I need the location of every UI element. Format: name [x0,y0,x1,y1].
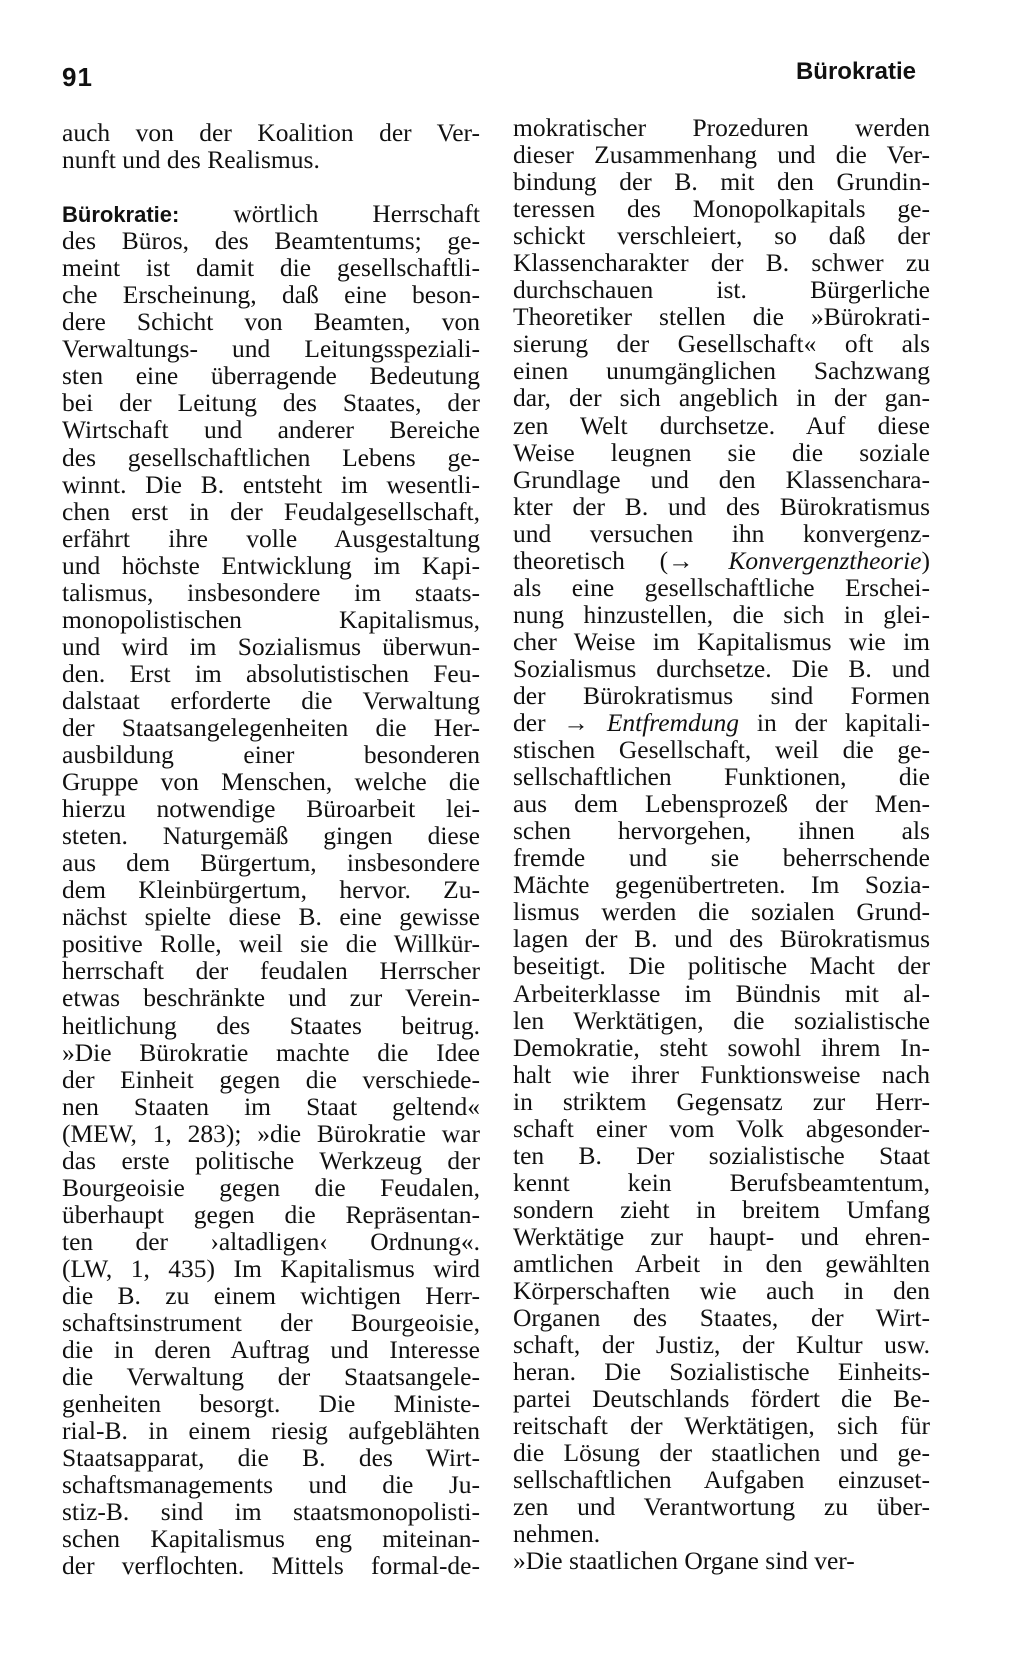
text-line: und höchste Entwicklung im Kapi- [62,550,480,580]
text-line: beseitigt. Die politische Macht der [513,951,930,981]
text-line: in striktem Gegensatz zur Herr- [513,1086,930,1116]
text-line: kter der B. und des Bürokratismus [513,491,930,521]
text-line: des Büros, des Beamtentums; ge- [62,226,480,256]
text-line: schen Kapitalismus eng miteinan- [62,1524,480,1554]
xref-suffix: ) [921,545,930,575]
text-line: Theoretiker stellen die »Bürokrati- [513,302,930,332]
text-line: Verwaltungs- und Leitungsspeziali- [62,334,480,364]
right-column [513,114,930,1575]
text-line: als eine gesellschaftliche Erschei- [513,572,930,602]
cross-reference-line [513,709,930,736]
text-line: schickt verschleiert, so daß der [513,221,930,251]
text-line: den. Erst im absolutistischen Feu- [62,658,480,688]
entry-body [62,227,480,1579]
text-line: positive Rolle, weil sie die Willkür- [62,929,480,959]
text-line: sellschaftlichen Aufgaben einzuset- [513,1465,930,1495]
text-line: mokratischer Prozeduren werden [513,113,930,142]
text-line: chen erst in der Feudalgesellschaft, [62,496,480,526]
text-line: schaft, der Justiz, der Kultur usw. [513,1330,930,1360]
text-line: und versuchen ihn konvergenz- [513,518,930,548]
page-number: 91 [62,62,93,92]
text-line: reitschaft der Werktätigen, sich für [513,1411,930,1441]
text-line: nunft und des Realismus. [62,145,320,175]
text-line: »Die staatlichen Organe sind ver- [513,1546,855,1576]
text-line: schaft einer vom Volk abgesonder- [513,1113,930,1143]
text-line: nehmen. [513,1519,601,1549]
text-line: Staatsapparat, die B. des Wirt- [62,1443,480,1473]
text-line: Demokratie, steht sowohl ihrem In- [513,1032,930,1062]
text-line: monopolistischen Kapitalismus, [62,604,480,634]
right-text-block-b [513,574,930,709]
text-line: ausbildung einer besonderen [62,740,480,770]
text-line: sondern zieht in breitem Umfang [513,1194,930,1224]
text-line: Sozialismus durchsetze. Die B. und [513,653,930,683]
text-line: che Erscheinung, daß eine beson- [62,280,480,310]
text-line: Grundlage und den Klassenchara- [513,464,930,494]
text-line: bei der Leitung des Staates, der [62,388,480,418]
text-line: nung hinzustellen, die sich in glei- [513,599,930,629]
text-line: genheiten besorgt. Die Ministe- [62,1389,480,1419]
text-line: Gruppe von Menschen, welche die [62,767,480,797]
text-line: cher Weise im Kapitalismus wie im [513,626,930,656]
text-line: »Die Bürokratie machte die Idee [62,1037,480,1067]
text-line: zen Welt durchsetze. Auf diese [513,410,930,440]
text-line: ten der ›altadligen‹ Ordnung«. [62,1226,480,1256]
text-line: dalstaat erforderte die Verwaltung [62,685,480,715]
text-line: der verflochten. Mittels formal-de- [62,1551,480,1581]
text-line: steten. Naturgemäß gingen diese [62,821,480,851]
text-line: Arbeiterklasse im Bündnis mit al- [513,978,930,1008]
text-line: die Lösung der staatlichen und ge- [513,1438,930,1468]
text-line: amtlichen Arbeit in den gewählten [513,1248,930,1278]
text-line: schaftsmanagements und die Ju- [62,1470,480,1500]
text-line: durchschauen ist. Bürgerliche [513,275,930,305]
text-line: stiz-B. sind im staatsmonopolisti- [62,1497,480,1527]
left-column [62,119,480,1579]
text-line: lagen der B. und des Bürokratismus [513,924,930,954]
xref-suffix: in der kapitali- [739,708,930,738]
text-line: die B. zu einem wichtigen Herr- [62,1280,480,1310]
text-line: schen hervorgehen, ihnen als [513,816,930,846]
text-line: lismus werden die sozialen Grund- [513,897,930,927]
text-line: der Bürokratismus sind Formen [513,680,930,710]
text-line: teressen des Monopolkapitals ge- [513,194,930,224]
text-line: sten eine überragende Bedeutung [62,361,480,391]
text-line: auch von der Koalition der Ver- [62,118,480,147]
text-line: Klassencharakter der B. schwer zu [513,248,930,278]
intro-paragraph [62,119,480,173]
text-line: bindung der B. mit den Grundin- [513,167,930,197]
entry-first-line [62,200,480,227]
cross-reference-line [513,547,930,574]
text-line: kennt kein Berufsbeamtentum, [513,1167,930,1197]
text-line: Werktätige zur haupt- und ehren- [513,1221,930,1251]
text-line: zen und Verantwortung zu über- [513,1492,930,1522]
right-text-block-c [513,736,930,1574]
text-line: Mächte gegenübertreten. Im Sozia- [513,870,930,900]
right-text-block-a [513,114,930,547]
text-line: meint ist damit die gesellschaftli- [62,253,480,283]
entry-first-line-text: wörtlich Herrschaft [233,199,480,229]
xref-prefix: theoretisch (→ [513,545,729,575]
text-line: Organen des Staates, der Wirt- [513,1303,930,1333]
text-line: nächst spielte diese B. eine gewisse [62,902,480,932]
text-line: Körperschaften wie auch in den [513,1276,930,1306]
text-line: des gesellschaftlichen Lebens ge- [62,442,480,472]
text-line: dere Schicht von Beamten, von [62,307,480,337]
text-line: dem Kleinbürgertum, hervor. Zu- [62,875,480,905]
text-line: aus dem Lebensprozeß der Men- [513,789,930,819]
text-line: Wirtschaft und anderer Bereiche [62,415,480,445]
text-line: das erste politische Werkzeug der [62,1145,480,1175]
text-line: winnt. Die B. entsteht im wesentli- [62,469,480,499]
text-line: len Werktätigen, die sozialistische [513,1005,930,1035]
entry-headword: Bürokratie: [62,202,180,228]
text-line: überhaupt gegen die Repräsentan- [62,1199,480,1229]
text-line: heran. Die Sozialistische Einheits- [513,1357,930,1387]
entry-buerokratie [62,200,480,1579]
running-head: Bürokratie [795,58,916,85]
paragraph-gap [62,173,480,200]
text-line: hierzu notwendige Büroarbeit lei- [62,794,480,824]
text-line: Bourgeoisie gegen die Feudalen, [62,1172,480,1202]
text-line: dieser Zusammenhang und die Ver- [513,140,930,170]
text-line: aus dem Bürgertum, insbesondere [62,848,480,878]
text-line: heitlichung des Staates beitrug. [62,1010,480,1040]
text-line: dar, der sich angeblich in der gan- [513,383,930,413]
text-line: einen unumgänglichen Sachzwang [513,356,930,386]
text-line: der Einheit gegen die verschiede- [62,1064,480,1094]
text-line: herrschaft der feudalen Herrscher [62,956,480,986]
text-line: talismus, insbesondere im staats- [62,577,480,607]
text-line: Weise leugnen sie die soziale [513,437,930,467]
text-line: partei Deutschlands fördert die Be- [513,1384,930,1414]
text-line: fremde und sie beherrschende [513,843,930,873]
xref-prefix: der → [513,708,607,738]
text-line: die Verwaltung der Staatsangele- [62,1362,480,1392]
text-line: erfährt ihre volle Ausgestaltung [62,523,480,553]
text-line: der Staatsangelegenheiten die Her- [62,712,480,742]
text-line: nen Staaten im Staat geltend« [62,1091,480,1121]
text-line: die in deren Auftrag und Interesse [62,1335,480,1365]
text-line: sellschaftlichen Funktionen, die [513,762,930,792]
text-line: (MEW, 1, 283); »die Bürokratie war [62,1118,480,1148]
text-line: sierung der Gesellschaft« oft als [513,329,930,359]
cross-reference-entfremdung[interactable]: Entfremdung [606,708,740,738]
text-line: (LW, 1, 435) Im Kapitalismus wird [62,1253,480,1283]
text-line: und wird im Sozialismus überwun- [62,631,480,661]
cross-reference-konvergenztheorie[interactable]: Konvergenztheorie [728,545,922,575]
text-line: etwas beschränkte und zur Verein- [62,983,480,1013]
text-line: halt wie ihrer Funktionsweise nach [513,1059,930,1089]
text-line: ten B. Der sozialistische Staat [513,1140,930,1170]
text-line: schaftsinstrument der Bourgeoisie, [62,1308,480,1338]
text-line: rial-B. in einem riesig aufgeblähten [62,1416,480,1446]
text-line: stischen Gesellschaft, weil die ge- [513,735,930,765]
